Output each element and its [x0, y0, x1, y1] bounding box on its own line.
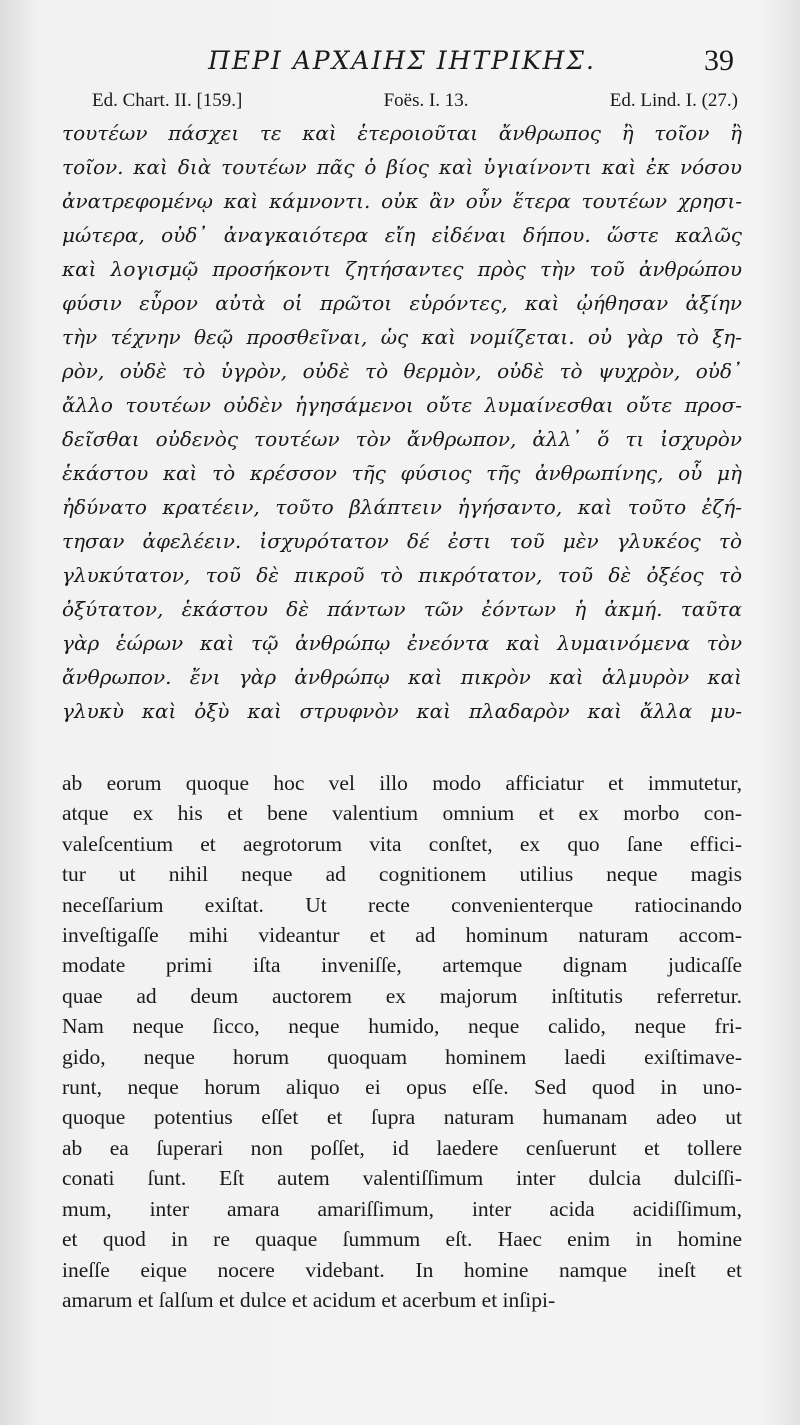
latin-line: neceſſarium exiſtat. Ut recte convenienterque ratiocinando	[62, 892, 742, 917]
latin-line: gido, neque horum quoquam hominem laedi exiſtimave-	[62, 1044, 742, 1069]
greek-line: ρὸν, οὐδὲ τὸ ὑγρὸν, οὐδὲ τὸ θερμὸν, οὐδὲ τὸ ψυχρὸν, οὐδ᾽	[62, 359, 742, 383]
latin-line: ab eorum quoque hoc vel illo modo afficiatur et immutetur,	[62, 771, 742, 795]
greek-line: μώτερα, οὐδ᾽ ἀναγκαιότερα εἴη εἰδέναι δήπου. ὥστε καλῶς	[62, 223, 742, 247]
greek-line: γὰρ ἑώρων καὶ τῷ ἀνθρώπῳ ἐνεόντα καὶ λυμαινόμενα τὸν	[62, 631, 742, 655]
latin-line: amarum et ſalſum et dulce et acidum et acerbum et inſipi-	[62, 1287, 556, 1312]
latin-line: atque ex his et bene valentium omnium et ex morbo con-	[62, 801, 742, 826]
greek-line: δεῖσθαι οὐδενὸς τουτέων τὸν ἄνθρωπον, ἀλλ᾽ ὅ τι ἰσχυρὸν	[62, 427, 742, 451]
latin-line: Nam neque ſicco, neque humido, neque calido, neque fri-	[62, 1014, 742, 1039]
latin-line: quoque potentius eſſet et ſupra naturam humanam adeo ut	[62, 1105, 742, 1130]
greek-line: ἄνθρωπον. ἔνι γὰρ ἀνθρώπῳ καὶ πικρὸν καὶ ἁλμυρὸν καὶ	[62, 665, 742, 689]
latin-line: quae ad deum auctorem ex majorum inſtitutis referretur.	[62, 983, 742, 1008]
edition-linden: Ed. Lind. I. (27.)	[609, 90, 738, 111]
greek-line: γλυκύτατον, τοῦ δὲ πικροῦ τὸ πικρότατον, τοῦ δὲ ὀξέος τὸ	[62, 563, 742, 587]
greek-line: τὴν τέχνην θεῷ προσθεῖναι, ὡς καὶ νομίζεται. οὐ γὰρ τὸ ξη-	[62, 325, 742, 349]
greek-line: ὀξύτατον, ἑκάστου δὲ πάντων τῶν ἐόντων ἡ ἀκμή. ταῦτα	[62, 597, 742, 621]
latin-line: runt, neque horum aliquo ei opus eſſe. Sed quod in uno-	[62, 1075, 742, 1100]
greek-line: ἄλλο τουτέων οὐδὲν ἡγησάμενοι οὔτε λυμαίνεσθαι οὔτε προσ-	[62, 393, 742, 417]
latin-line: inveſtigaſſe mihi videantur et ad hominum naturam accom-	[62, 923, 742, 948]
greek-line: καὶ λογισμῷ προσήκοντι ζητήσαντες πρὸς τὴν τοῦ ἀνθρώπου	[62, 257, 742, 281]
edition-foes: Foës. I. 13.	[383, 90, 469, 111]
greek-line: τοῖον. καὶ διὰ τουτέων πᾶς ὁ βίος καὶ ὑγιαίνοντι καὶ ἐκ νόσου	[62, 155, 742, 179]
greek-line: ἑκάστου καὶ τὸ κρέσσον τῆς φύσιος τῆς ἀνθρωπίνης, οὗ μὴ	[62, 461, 742, 485]
running-title: ΠΕΡΙ ΑΡΧΑΙΗΣ ΙΗΤΡΙΚΗΣ.	[208, 46, 596, 75]
greek-line: φύσιν εὗρον αὐτὰ οἱ πρῶτοι εὑρόντες, καὶ ᾠήθησαν ἀξίην	[62, 291, 742, 315]
page-number: 39	[704, 44, 734, 77]
edition-references	[62, 86, 742, 116]
edition-chartier: Ed. Chart. II. [159.]	[92, 90, 243, 111]
latin-line: mum, inter amara amariſſimum, inter acida acidiſſimum,	[62, 1196, 742, 1221]
latin-line: valeſcentium et aegrotorum vita conſtet, ex quo ſane effici-	[62, 831, 742, 856]
greek-text	[62, 116, 742, 728]
greek-line: ἀνατρεφομένῳ καὶ κάμνοντι. οὐκ ἂν οὖν ἕτερα τουτέων χρησι-	[62, 189, 742, 213]
latin-line: modate primi iſta inveniſſe, artemque dignam judicaſſe	[62, 953, 742, 978]
greek-line: τησαν ἀφελέειν. ἰσχυρότατον δέ ἐστι τοῦ μὲν γλυκέος τὸ	[62, 529, 742, 553]
latin-line: et quod in re quaque ſummum eſt. Haec enim in homine	[62, 1227, 742, 1252]
running-head	[62, 40, 742, 82]
latin-line: ab ea ſuperari non poſſet, id laedere cenſuerunt et tollere	[62, 1135, 742, 1160]
greek-line: ἠδύνατο κρατέειν, τοῦτο βλάπτειν ἡγήσαντο, καὶ τοῦτο ἐζή-	[62, 495, 742, 519]
greek-line: γλυκὺ καὶ ὀξὺ καὶ στρυφνὸν καὶ πλαδαρὸν καὶ ἄλλα μυ-	[62, 699, 742, 723]
latin-line: tur ut nihil neque ad cognitionem utilius neque magis	[62, 862, 742, 887]
greek-line: τουτέων πάσχει τε καὶ ἑτεροιοῦται ἄνθρωπος ἢ τοῖον ἢ	[62, 121, 742, 145]
latin-translation	[62, 768, 742, 1315]
latin-line: ineſſe eique nocere videbant. In homine namque ineſt et	[62, 1257, 742, 1282]
latin-line: conati ſunt. Eſt autem valentiſſimum inter dulcia dulciſſi-	[62, 1166, 742, 1191]
